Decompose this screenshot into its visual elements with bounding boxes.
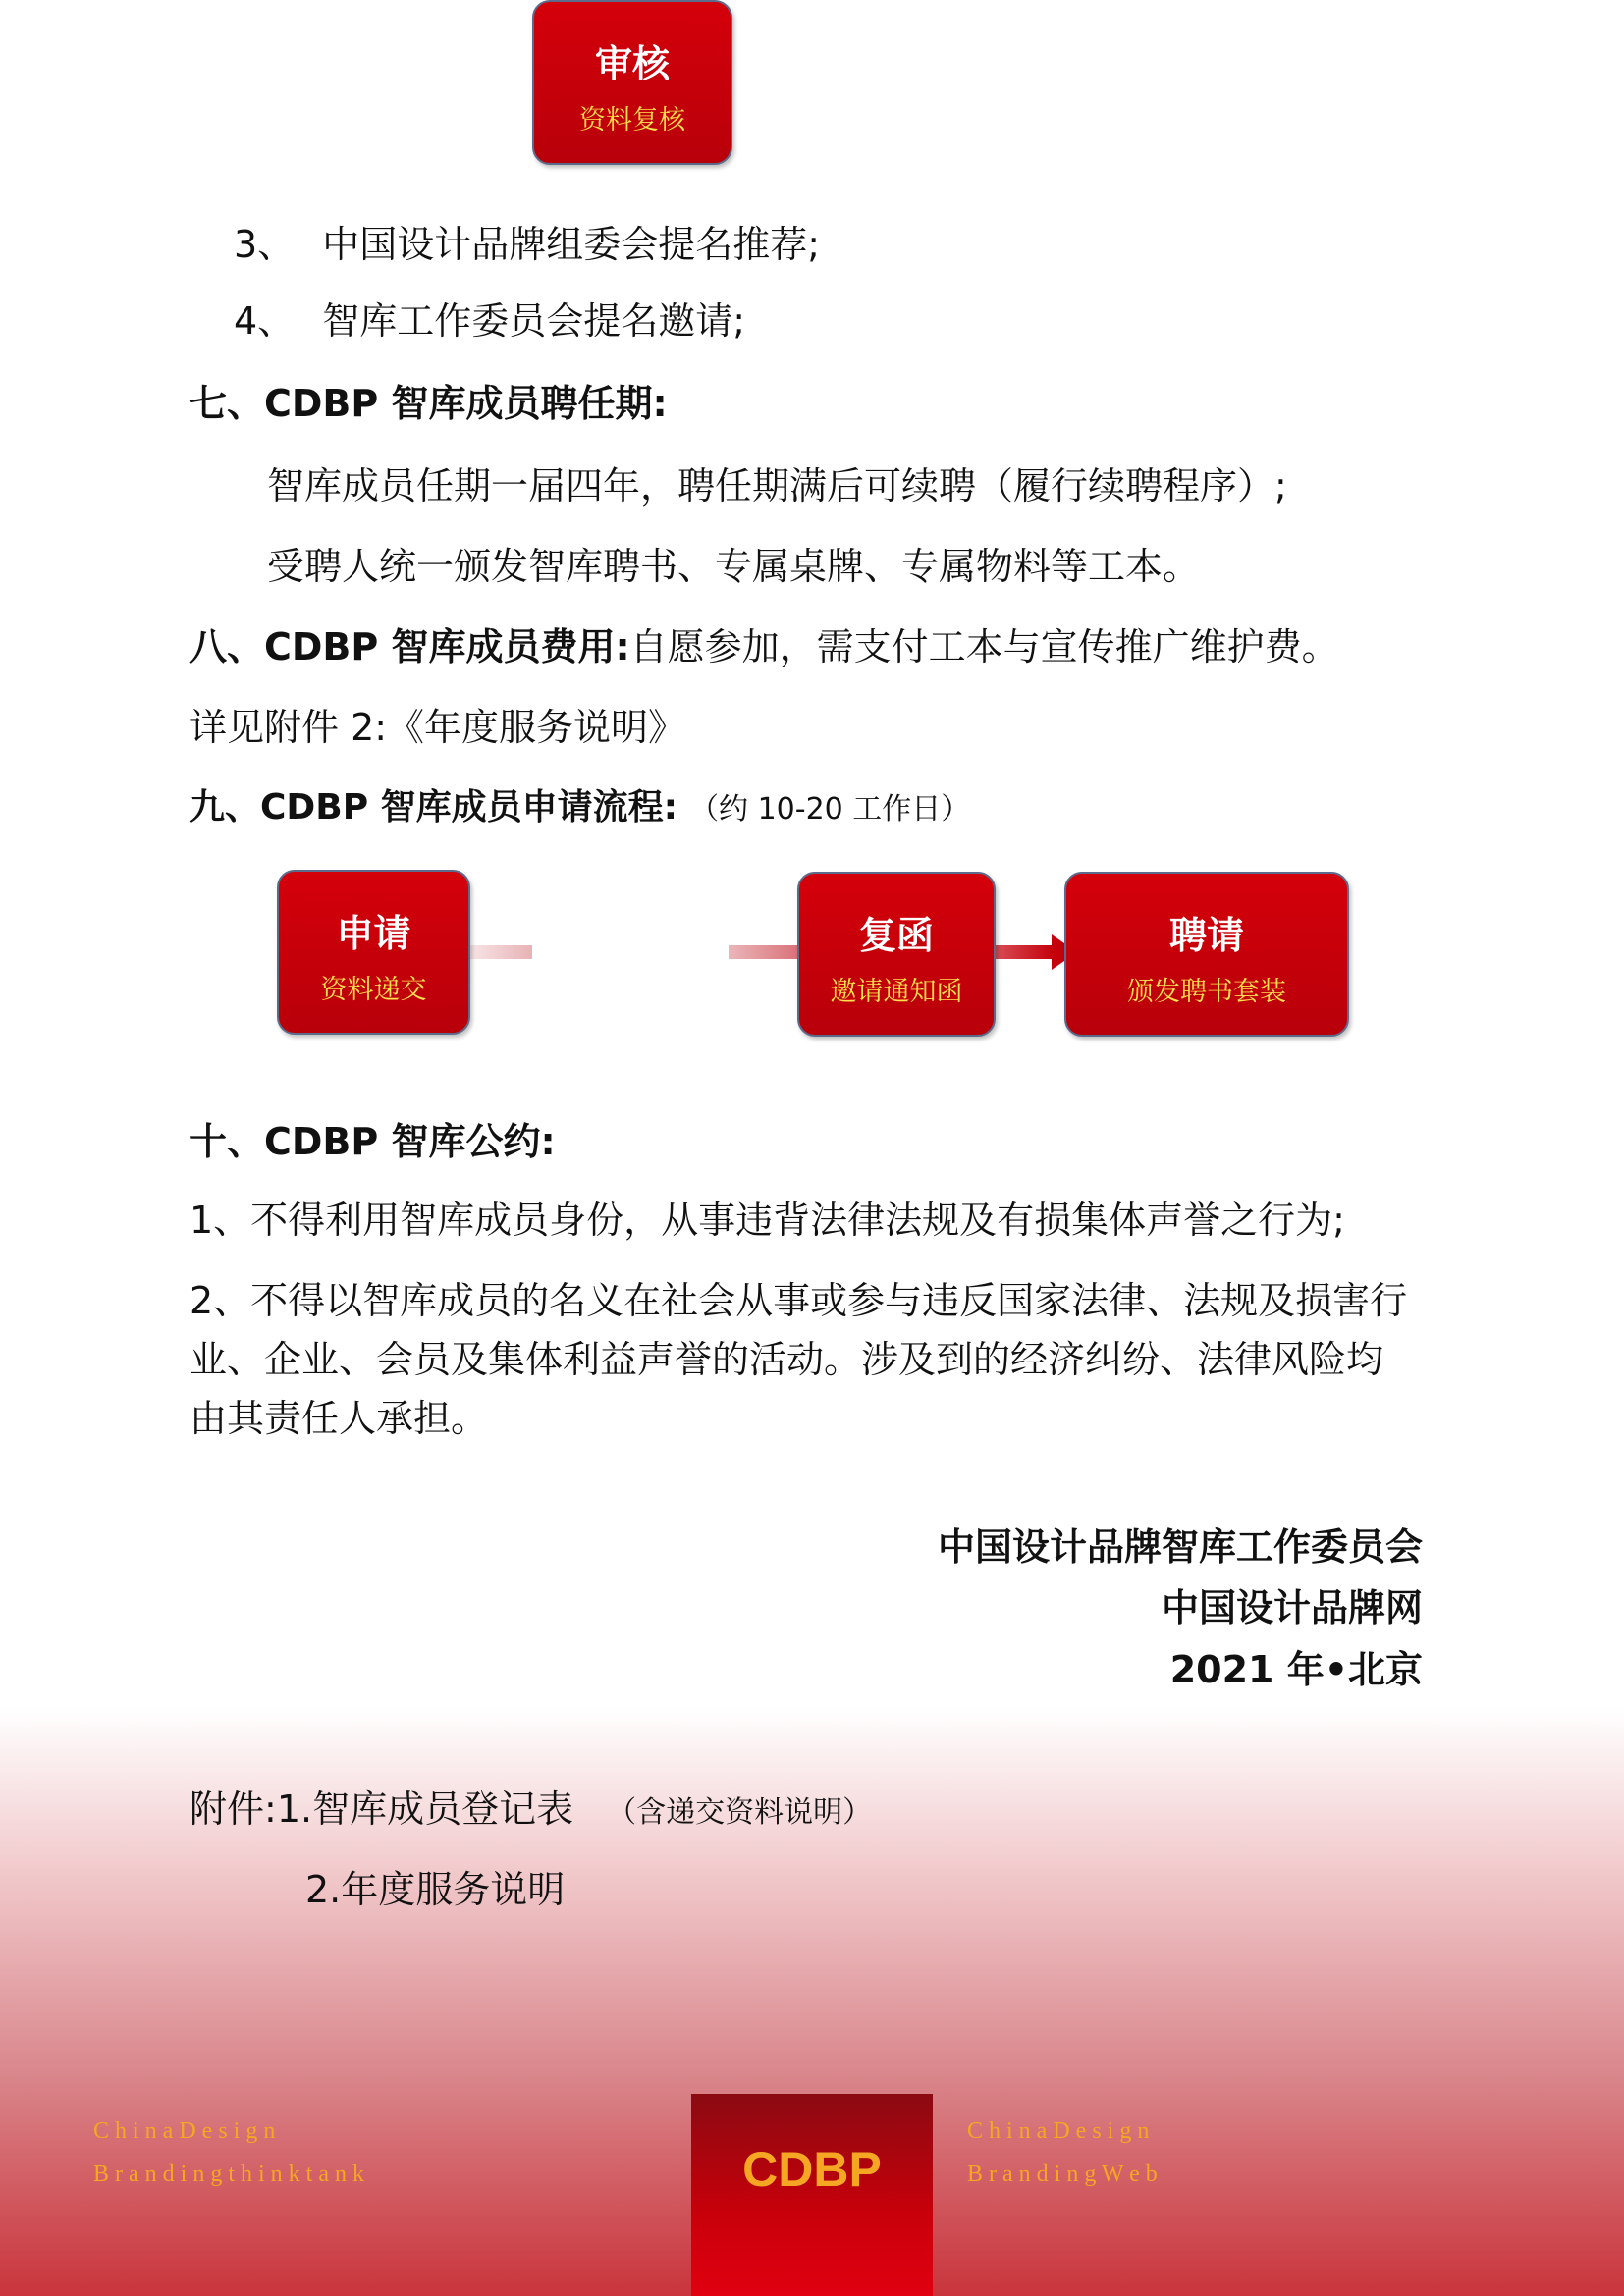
flow-step-title: 审核 <box>594 42 670 85</box>
section10-item-2-line2: 业、企业、会员及集体利益声誉的活动。涉及到的经济纠纷、法律风险均 <box>189 1338 1384 1381</box>
footer-left-line-2: B r a n d i n g t h i n k t a n k <box>93 2162 364 2187</box>
section9-heading: 九、CDBP 智库成员申请流程: <box>189 787 678 828</box>
section9-row <box>189 779 970 829</box>
attachments-row-1 <box>189 1779 872 1833</box>
section8-text: 自愿参加，需支付工本与宣传推广维护费。 <box>629 625 1339 668</box>
list-item-text: 智库工作委员会提名邀请; <box>322 299 745 343</box>
section10-item-2-line3: 由其责任人承担。 <box>189 1397 489 1440</box>
section8-row <box>189 616 1339 670</box>
signature-org-2: 中国设计品牌网 <box>1161 1586 1423 1629</box>
section10-item-2-line1: 2、不得以智库成员的名义在社会从事或参与违反国家法律、法规及损害行 <box>189 1279 1408 1322</box>
flow-step-reply <box>797 872 996 1037</box>
list-item-number: 4、 <box>234 299 296 343</box>
signature-date: 2021 年•北京 <box>1169 1648 1423 1691</box>
section9-note: （约 10-20 工作日） <box>689 792 971 827</box>
list-item-number: 3、 <box>234 223 296 266</box>
attachment-item-2: 2.年度服务说明 <box>305 1868 566 1911</box>
attachments-label: 附件: <box>189 1788 277 1831</box>
footer-logo-block <box>691 2094 933 2296</box>
flow-connector <box>993 945 1054 959</box>
list-item-text: 中国设计品牌组委会提名推荐; <box>322 223 820 266</box>
section10-item-1: 1、不得利用智库成员身份，从事违背法律法规及有损集体声誉之行为; <box>189 1199 1345 1242</box>
signature-org-1: 中国设计品牌智库工作委员会 <box>937 1525 1423 1569</box>
section7-line-2: 受聘人统一颁发智库聘书、专属桌牌、专属物料等工本。 <box>267 545 1201 588</box>
attachment-item-1-note: （含递交资料说明） <box>607 1795 873 1830</box>
flow-step-subtitle: 资料复核 <box>579 105 685 135</box>
flow-step-title: 申请 <box>336 912 411 955</box>
flow-step-subtitle: 资料递交 <box>320 975 427 1005</box>
flow-step-subtitle: 颁发聘书套装 <box>1127 977 1286 1007</box>
section10-heading: 十、CDBP 智库公约: <box>189 1120 556 1163</box>
section7-heading: 七、CDBP 智库成员聘任期: <box>189 382 668 425</box>
footer-right-line-1: C h i n a D e s i g n <box>967 2118 1150 2144</box>
section8-heading: 八、CDBP 智库成员费用: <box>189 625 630 668</box>
flow-step-subtitle: 邀请通知函 <box>830 977 963 1007</box>
footer-logo: CDBP <box>742 2142 882 2197</box>
flow-step-review <box>532 0 732 165</box>
flow-connector <box>729 945 797 959</box>
flow-step-apply <box>277 870 470 1035</box>
footer-right-line-2: B r a n d i n g W e b <box>967 2162 1158 2187</box>
section7-line-1: 智库成员任期一届四年，聘任期满后可续聘（履行续聘程序）; <box>267 464 1287 507</box>
flow-connector <box>468 945 532 959</box>
attachment-item-1: 1.智库成员登记表 <box>276 1788 574 1831</box>
section8-note: 详见附件 2:《年度服务说明》 <box>189 706 686 749</box>
list-item-3 <box>234 214 820 268</box>
footer-left-line-1: C h i n a D e s i g n <box>93 2118 276 2144</box>
flow-step-title: 聘请 <box>1168 914 1244 957</box>
list-item-4 <box>234 291 745 345</box>
flow-step-title: 复函 <box>858 914 934 957</box>
flow-step-appoint <box>1064 872 1349 1037</box>
